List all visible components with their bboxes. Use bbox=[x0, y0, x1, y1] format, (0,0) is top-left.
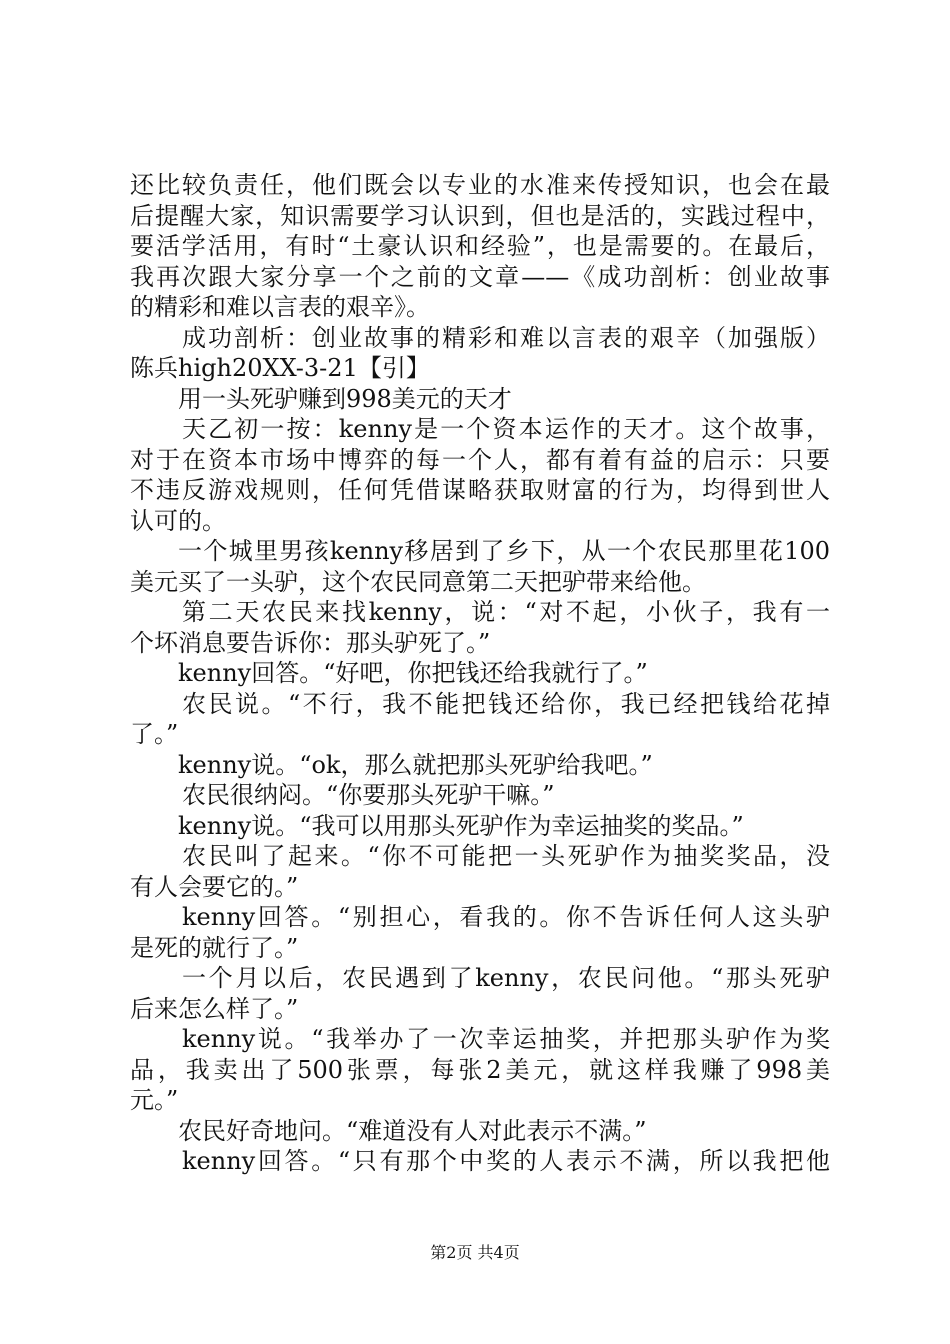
text-line: 有人会要它的。” bbox=[130, 872, 299, 901]
text-line: 农民很纳闷。“你要那头死驴干嘛。” bbox=[182, 781, 555, 809]
text-line: 不违反游戏规则，任何凭借谋略获取财富的行为，均得到世人 bbox=[130, 476, 830, 504]
page-number-footer: 第2页 共4页 bbox=[430, 1243, 520, 1262]
text-line: 用一头死驴赚到998美元的天才 bbox=[178, 384, 512, 413]
text-line: 成功剖析：创业故事的精彩和难以言表的艰辛（加强版） bbox=[182, 323, 830, 352]
text-line: kenny说。“ok，那么就把那头死驴给我吧。” bbox=[178, 750, 653, 779]
text-line: 我再次跟大家分享一个之前的文章——《成功剖析：创业故事 bbox=[130, 262, 830, 291]
text-line: 农民说。“不行，我不能把钱还给你，我已经把钱给花掉 bbox=[182, 689, 830, 718]
text-line: 还比较负责任，他们既会以专业的水准来传授知识，也会在最 bbox=[130, 171, 830, 199]
text-line: 农民好奇地问。“难道没有人对此表示不满。” bbox=[178, 1116, 647, 1145]
text-line: 美元买了一头驴，这个农民同意第二天把驴带来给他。 bbox=[130, 567, 706, 596]
text-line: kenny回答。“好吧，你把钱还给我就行了。” bbox=[178, 659, 648, 687]
text-line: 了。” bbox=[130, 720, 179, 748]
text-line: 陈兵high20XX-3-21【引】 bbox=[130, 354, 430, 382]
text-line: kenny说。“我举办了一次幸运抽奖，并把那头驴作为奖 bbox=[182, 1025, 830, 1053]
document-body bbox=[130, 170, 830, 1177]
text-line: 元。” bbox=[130, 1086, 179, 1114]
text-line: 是死的就行了。” bbox=[130, 933, 299, 962]
text-line: 认可的。 bbox=[130, 506, 226, 535]
text-line: 的精彩和难以言表的艰辛》。 bbox=[130, 293, 430, 321]
text-line: 农民叫了起来。“你不可能把一头死驴作为抽奖奖品，没 bbox=[182, 842, 830, 870]
text-line: 天乙初一按：kenny是一个资本运作的天才。这个故事， bbox=[182, 415, 830, 443]
text-line: kenny说。“我可以用那头死驴作为幸运抽奖的奖品。” bbox=[178, 811, 744, 840]
text-line: 一个城里男孩kenny移居到了乡下，从一个农民那里花100 bbox=[178, 537, 830, 565]
text-line: 要活学活用，有时“土豪认识和经验”，也是需要的。在最后， bbox=[130, 232, 830, 260]
text-line: 第二天农民来找kenny，说：“对不起，小伙子，我有一 bbox=[182, 598, 830, 626]
text-line: 对于在资本市场中博弈的每一个人，都有着有益的启示：只要 bbox=[130, 445, 830, 474]
text-line: kenny回答。“只有那个中奖的人表示不满，所以我把他 bbox=[182, 1147, 830, 1175]
text-line: 个坏消息要告诉你：那头驴死了。” bbox=[130, 628, 491, 657]
text-line: 品，我卖出了500张票，每张2美元，就这样我赚了998美 bbox=[130, 1055, 830, 1084]
text-line: 一个月以后，农民遇到了kenny，农民问他。“那头死驴 bbox=[182, 964, 830, 992]
text-line: 后提醒大家，知识需要学习认识到，但也是活的，实践过程中， bbox=[130, 201, 830, 230]
text-line: kenny回答。“别担心，看我的。你不告诉任何人这头驴 bbox=[182, 903, 830, 931]
text-line: 后来怎么样了。” bbox=[130, 994, 299, 1023]
